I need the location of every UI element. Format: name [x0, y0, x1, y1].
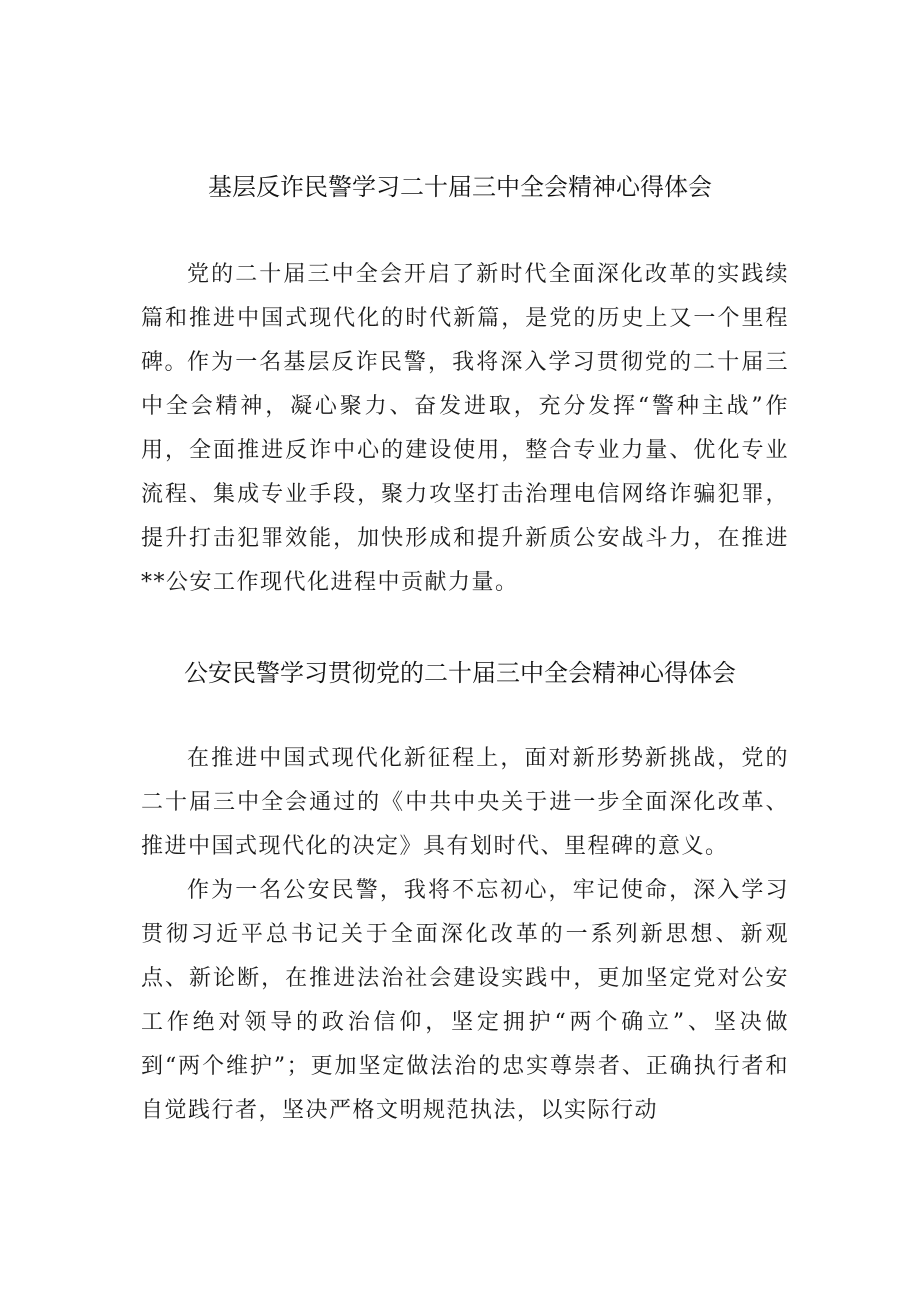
article-1-paragraph-2: 作为一名基层反诈民警，我将深入学习贯彻党的二十届三中全会精神，凝心聚力、奋发进取，充分发挥“警种主战”作用，全面推进反诈中心的建设使用，整合专业力量、优化专业流程、集成专业手段，聚力攻坚打击治理电信网络诈骗犯罪，提升打击犯罪效能，加快形成和提升新质公安战斗力，在推进**公安工作现代化进程中贡献力量。	[141, 350, 789, 595]
article-2-paragraph-1: 在推进中国式现代化新征程上，面对新形势新挑战，党的二十届三中全会通过的《中共中央关于进一步全面深化改革、推进中国式现代化的决定》具有划时代、里程碑的意义。	[141, 746, 789, 859]
article-1-paragraph-1: 党的二十届三中全会开启了新时代全面深化改革的实践续篇和推进中国式现代化的时代新篇，是党的历史上又一个里程碑。	[141, 262, 789, 375]
article-2-paragraph-2: 作为一名公安民警，我将不忘初心，牢记使命，深入学习贯彻习近平总书记关于全面深化改革的一系列新思想、新观点、新论断，在推进法治社会建设实践中，更加坚定党对公安工作绝对领导的政治信仰，坚定拥护“两个确立”、坚决做到“两个维护”；更加坚定做法治的忠实尊崇者、正确执行者和自觉践行者，坚决严格文明规范执法，以实际行动	[141, 878, 789, 1123]
article-1-title: 基层反诈民警学习二十届三中全会精神心得体会	[208, 173, 712, 201]
article-2-title: 公安民警学习贯彻党的二十届三中全会精神心得体会	[184, 659, 736, 687]
